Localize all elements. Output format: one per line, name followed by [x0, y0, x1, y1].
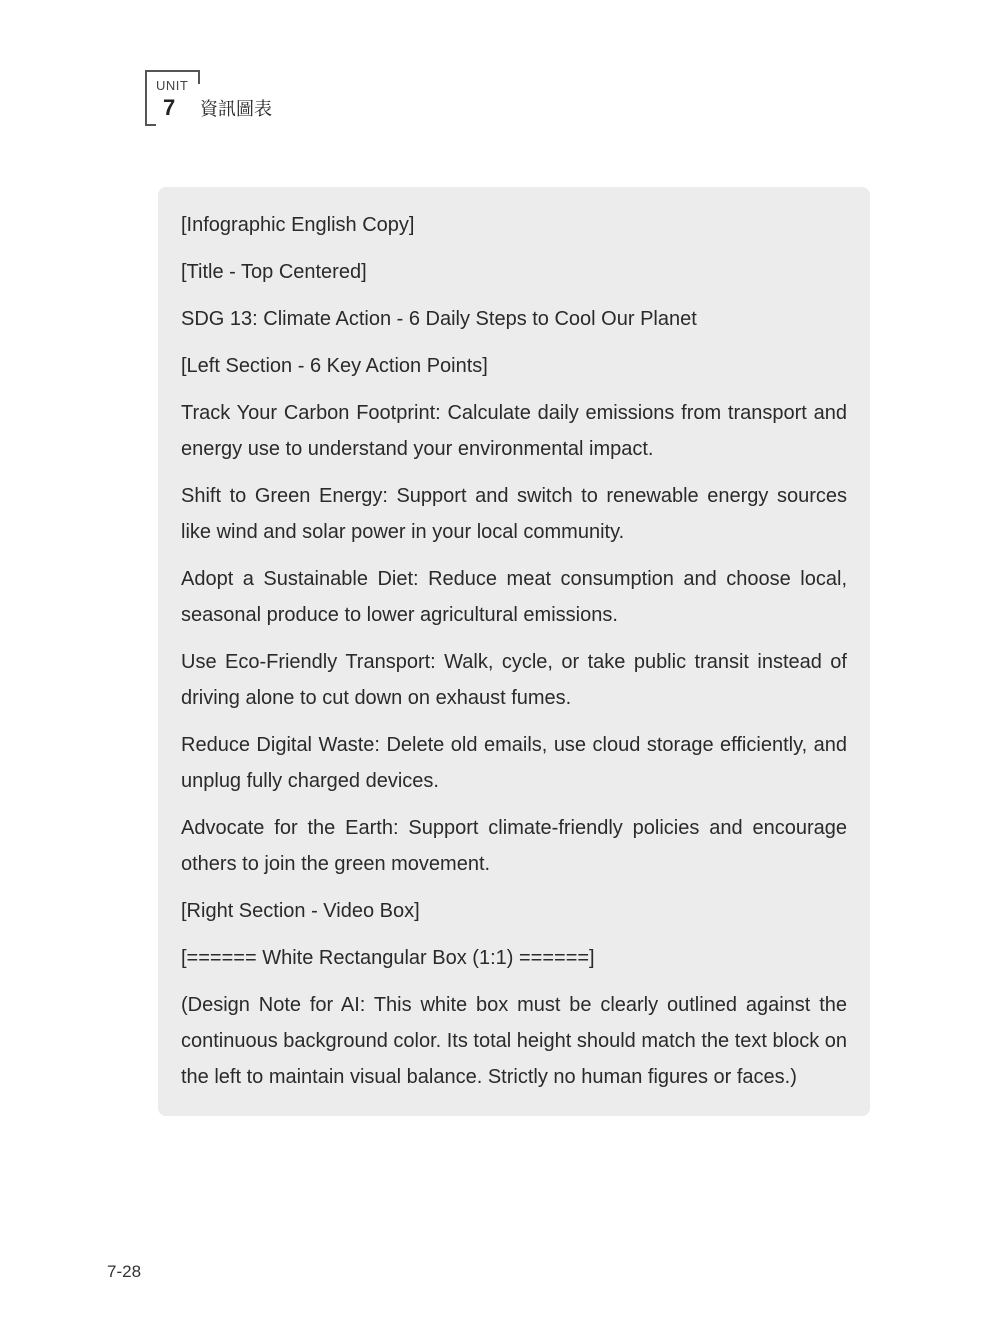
content-paragraph: [Infographic English Copy]	[181, 214, 415, 236]
unit-number: 7	[163, 95, 176, 120]
bracket-left-line	[145, 70, 156, 126]
content-paragraph: [Right Section - Video Box]	[181, 900, 420, 922]
chapter-title: 資訊圖表	[200, 99, 272, 120]
content-paragraph: [Left Section - 6 Key Action Points]	[181, 355, 488, 377]
unit-label: UNIT	[156, 78, 189, 93]
content-paragraph: Advocate for the Earth: Support climate-friendly policies and encourage others to join the green movement.	[181, 817, 847, 875]
bracket-right-line	[189, 70, 200, 84]
content-paragraph: [Title - Top Centered]	[181, 261, 367, 283]
page-number: 7-28	[107, 1262, 142, 1281]
content-paragraph: SDG 13: Climate Action - 6 Daily Steps to Cool Our Planet	[181, 308, 697, 330]
content-paragraph: Track Your Carbon Footprint: Calculate daily emissions from transport and energy use to understand your environmental impact.	[181, 402, 847, 460]
content-paragraph: Shift to Green Energy: Support and switch to renewable energy sources like wind and solar power in your local community.	[181, 485, 847, 543]
content-paragraph: Adopt a Sustainable Diet: Reduce meat consumption and choose local, seasonal produce to lower agricultural emissions.	[181, 568, 847, 626]
content-box	[158, 187, 870, 1116]
content-paragraph: (Design Note for AI: This white box must be clearly outlined against the continuous background color. Its total height should match the text block on the left to maintain visual balance. Strictly no human figures or faces.)	[181, 994, 847, 1088]
content-paragraph: Reduce Digital Waste: Delete old emails, use cloud storage efficiently, and unplug fully charged devices.	[181, 734, 847, 792]
content-paragraph: Use Eco-Friendly Transport: Walk, cycle, or take public transit instead of driving alone to cut down on exhaust fumes.	[181, 651, 847, 709]
content-paragraph: [====== White Rectangular Box (1:1) ======]	[181, 947, 595, 969]
